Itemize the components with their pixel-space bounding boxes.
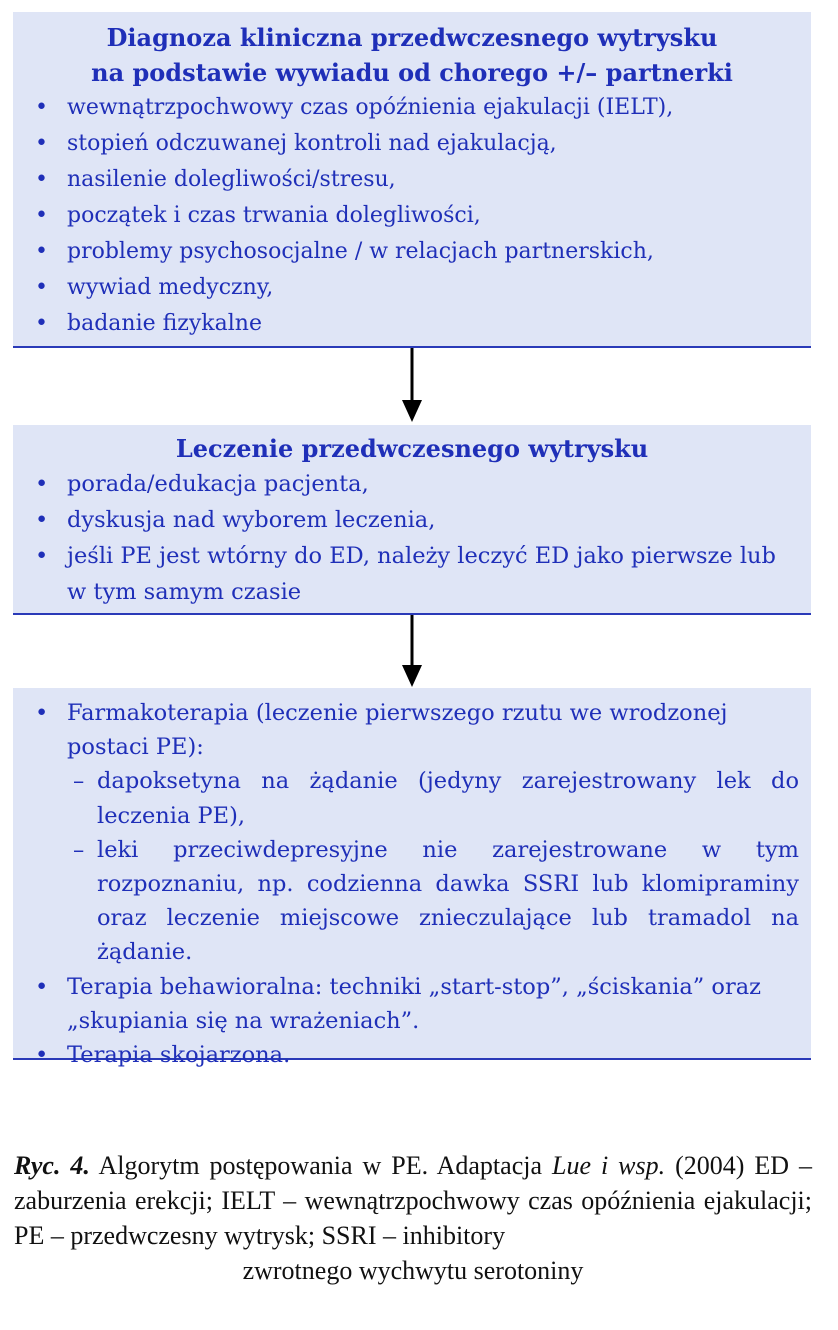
list-item-text: porada/edukacja pacjenta,: [67, 471, 369, 497]
list-item: [27, 502, 797, 538]
figure-caption: [14, 1148, 812, 1288]
treatment-list: [27, 466, 797, 610]
dash-icon: –: [73, 836, 85, 863]
list-item: [27, 126, 797, 162]
treatment-title: Leczenie przedwczesnego wytrysku: [175, 434, 649, 463]
list-item-text: jeśli PE jest wtórny do ED, należy leczyć ED jako pierwsze lub w tym samym czasie: [67, 543, 776, 605]
bullet-icon: •: [35, 95, 48, 120]
list-item: [27, 198, 797, 234]
list-item-text: wywiad medyczny,: [67, 275, 274, 300]
sub-list-item-text: dapoksetyna na żądanie (jedyny zarejestrowany lek do leczenia PE),: [97, 768, 799, 829]
bullet-icon: •: [35, 973, 49, 1000]
list-item: [27, 696, 799, 764]
bullet-icon: •: [35, 167, 48, 192]
list-item: [27, 466, 797, 502]
flow-arrow-down-icon: [397, 348, 427, 425]
figure-label: Ryc. 4.: [14, 1151, 90, 1180]
diagnosis-list: [27, 90, 797, 342]
list-item-text: dyskusja nad wyborem leczenia,: [67, 507, 436, 533]
bullet-icon: •: [35, 311, 48, 336]
dash-icon: –: [73, 768, 85, 795]
bullet-icon: •: [35, 131, 48, 156]
diagnosis-title-line2: na podstawie wywiadu od chorego +/– partnerki: [91, 58, 733, 87]
sub-list-item: [27, 764, 799, 832]
bullet-icon: •: [35, 275, 48, 300]
sub-list-item: [27, 833, 799, 970]
bullet-icon: •: [35, 700, 49, 726]
list-item-text: Terapia skojarzona.: [67, 1042, 291, 1069]
list-item: [27, 306, 797, 342]
list-item-text: nasilenie dolegliwości/stresu,: [67, 167, 396, 192]
list-item: [27, 538, 797, 610]
sub-list-item-text: leki przeciwdepresyjne nie zarejestrowane w tym rozpoznaniu, np. codzienna dawka SSRI lub klomipraminy oraz leczenie miejscowe znieczulające lub tramadol na żądanie.: [97, 836, 799, 966]
caption-text-part1: Algorytm postępowania w PE. Adaptacja: [89, 1151, 552, 1180]
caption-text-part2: (2004) ED – zaburzenia erekcji; IELT – wewnątrzpochwowy czas opóźnienia ejakulacji; PE – przedwczesny wytrysk; SSRI – inhibitory: [14, 1151, 813, 1250]
therapy-box: [13, 688, 811, 1069]
list-item-text: problemy psychosocjalne / w relacjach partnerskich,: [67, 239, 654, 264]
list-item-text: początek i czas trwania dolegliwości,: [67, 203, 481, 228]
bullet-icon: •: [35, 507, 49, 533]
list-item: [27, 234, 797, 270]
list-item-text: stopień odczuwanej kontroli nad ejakulacją,: [67, 131, 557, 156]
diagnosis-box: [13, 12, 811, 348]
therapy-list: [27, 696, 799, 1072]
list-item: [27, 162, 797, 198]
bullet-icon: •: [35, 239, 48, 264]
list-item: [27, 270, 797, 306]
list-item-text: Terapia behawioralna: techniki „start-stop”, „ściskania” oraz „skupiania się na wrażeniach”.: [67, 973, 761, 1034]
list-item-text: Farmakoterapia (leczenie pierwszego rzutu we wrodzonej postaci PE):: [67, 700, 728, 761]
bullet-icon: •: [35, 471, 49, 497]
list-item: [27, 970, 799, 1038]
treatment-box: [13, 425, 811, 615]
list-item-text: badanie fizykalne: [67, 311, 262, 336]
list-item: [27, 1038, 799, 1072]
list-item-text: wewnątrzpochwowy czas opóźnienia ejakulacji (IELT),: [67, 95, 674, 120]
bullet-icon: •: [35, 543, 49, 569]
flow-arrow-down-icon: [397, 615, 427, 690]
diagnosis-title: [27, 20, 797, 90]
bullet-icon: •: [35, 1042, 49, 1069]
caption-last-line: zwrotnego wychwytu serotoniny: [242, 1256, 584, 1285]
diagnosis-title-line1: Diagnoza kliniczna przedwczesnego wytrysku: [106, 23, 718, 52]
list-item: [27, 90, 797, 126]
caption-authors: Lue i wsp.: [551, 1151, 666, 1180]
bullet-icon: •: [35, 203, 48, 228]
